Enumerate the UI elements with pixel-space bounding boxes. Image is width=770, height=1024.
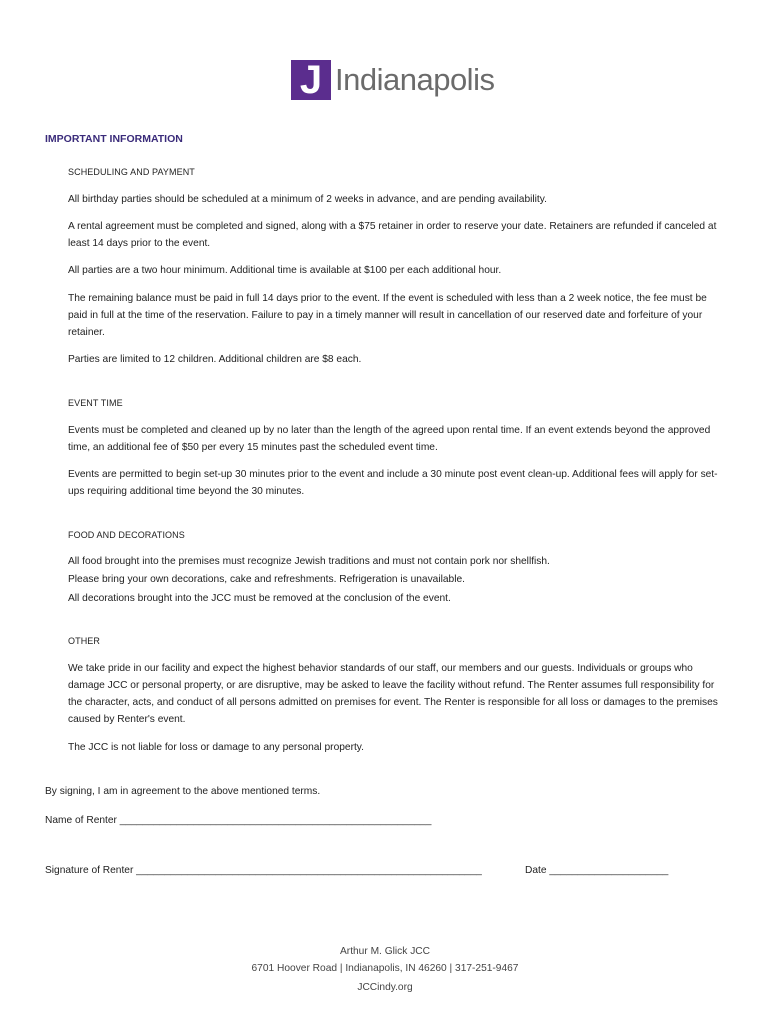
date-field[interactable]: Date _____________________	[525, 865, 669, 876]
scheduling-paragraph-2: A rental agreement must be completed and signed, along with a $75 retainer in order to reserve your date. Retainers are refunded if canceled at least 14 days prior to the event.	[68, 221, 717, 249]
footer-org: Arthur M. Glick JCC	[340, 946, 430, 957]
food-line-1: All food brought into the premises must recognize Jewish traditions and must not contain pork nor shellfish.	[68, 556, 550, 567]
section-title-other: OTHER	[68, 636, 100, 646]
other-paragraph-2: The JCC is not liable for loss or damage to any personal property.	[68, 742, 364, 753]
page-heading: IMPORTANT INFORMATION	[45, 133, 183, 145]
footer-website: JCCindy.org	[357, 982, 413, 993]
logo-mark: J	[291, 60, 331, 100]
event-time-paragraph-2: Events are permitted to begin set-up 30 minutes prior to the event and include a 30 minute post event clean-up. Additional fees will apply for set-ups requiring additional time beyond the 30 minutes.	[68, 469, 718, 497]
agreement-statement: By signing, I am in agreement to the above mentioned terms.	[45, 786, 321, 797]
footer-address: 6701 Hoover Road | Indianapolis, IN 46260 | 317-251-9467	[251, 963, 519, 974]
jcc-logo	[291, 60, 494, 100]
scheduling-paragraph-3: All parties are a two hour minimum. Additional time is available at $100 per each additional hour.	[68, 265, 502, 276]
logo-text: Indianapolis	[335, 62, 495, 97]
scheduling-paragraph-5: Parties are limited to 12 children. Additional children are $8 each.	[68, 354, 362, 365]
scheduling-paragraph-1: All birthday parties should be scheduled at a minimum of 2 weeks in advance, and are pending availability.	[68, 194, 547, 205]
section-title-food: FOOD AND DECORATIONS	[68, 530, 185, 540]
section-title-scheduling: SCHEDULING AND PAYMENT	[68, 167, 195, 177]
scheduling-paragraph-4: The remaining balance must be paid in full 14 days prior to the event. If the event is scheduled with less than a 2 week notice, the fee must be paid in full at the time of the reservation. Failure to pay in a timely manner will result in cancellation of our reserved date and forfeiture of your retainer.	[68, 293, 707, 338]
food-line-2: Please bring your own decorations, cake and refreshments. Refrigeration is unavailable.	[68, 574, 465, 585]
food-line-3: All decorations brought into the JCC must be removed at the conclusion of the event.	[68, 593, 451, 604]
section-title-event-time: EVENT TIME	[68, 398, 123, 408]
renter-name-field[interactable]: Name of Renter _______________________________________________________	[45, 815, 432, 826]
other-paragraph-1: We take pride in our facility and expect the highest behavior standards of our staff, our members and our guests. Individuals or groups who damage JCC or personal property, or are disruptive, may be asked to leave the facility without refund. The Renter assumes full responsibility for the character, acts, and conduct of all persons admitted on premises for event. The Renter is responsible for all loss or damages to the premises caused by Renter's event.	[68, 663, 718, 725]
event-time-paragraph-1: Events must be completed and cleaned up by no later than the length of the agreed upon rental time. If an event extends beyond the approved time, an additional fee of $50 per every 15 minutes past the scheduled event time.	[68, 425, 711, 453]
renter-signature-field[interactable]: Signature of Renter _____________________________________________________________	[45, 865, 482, 876]
